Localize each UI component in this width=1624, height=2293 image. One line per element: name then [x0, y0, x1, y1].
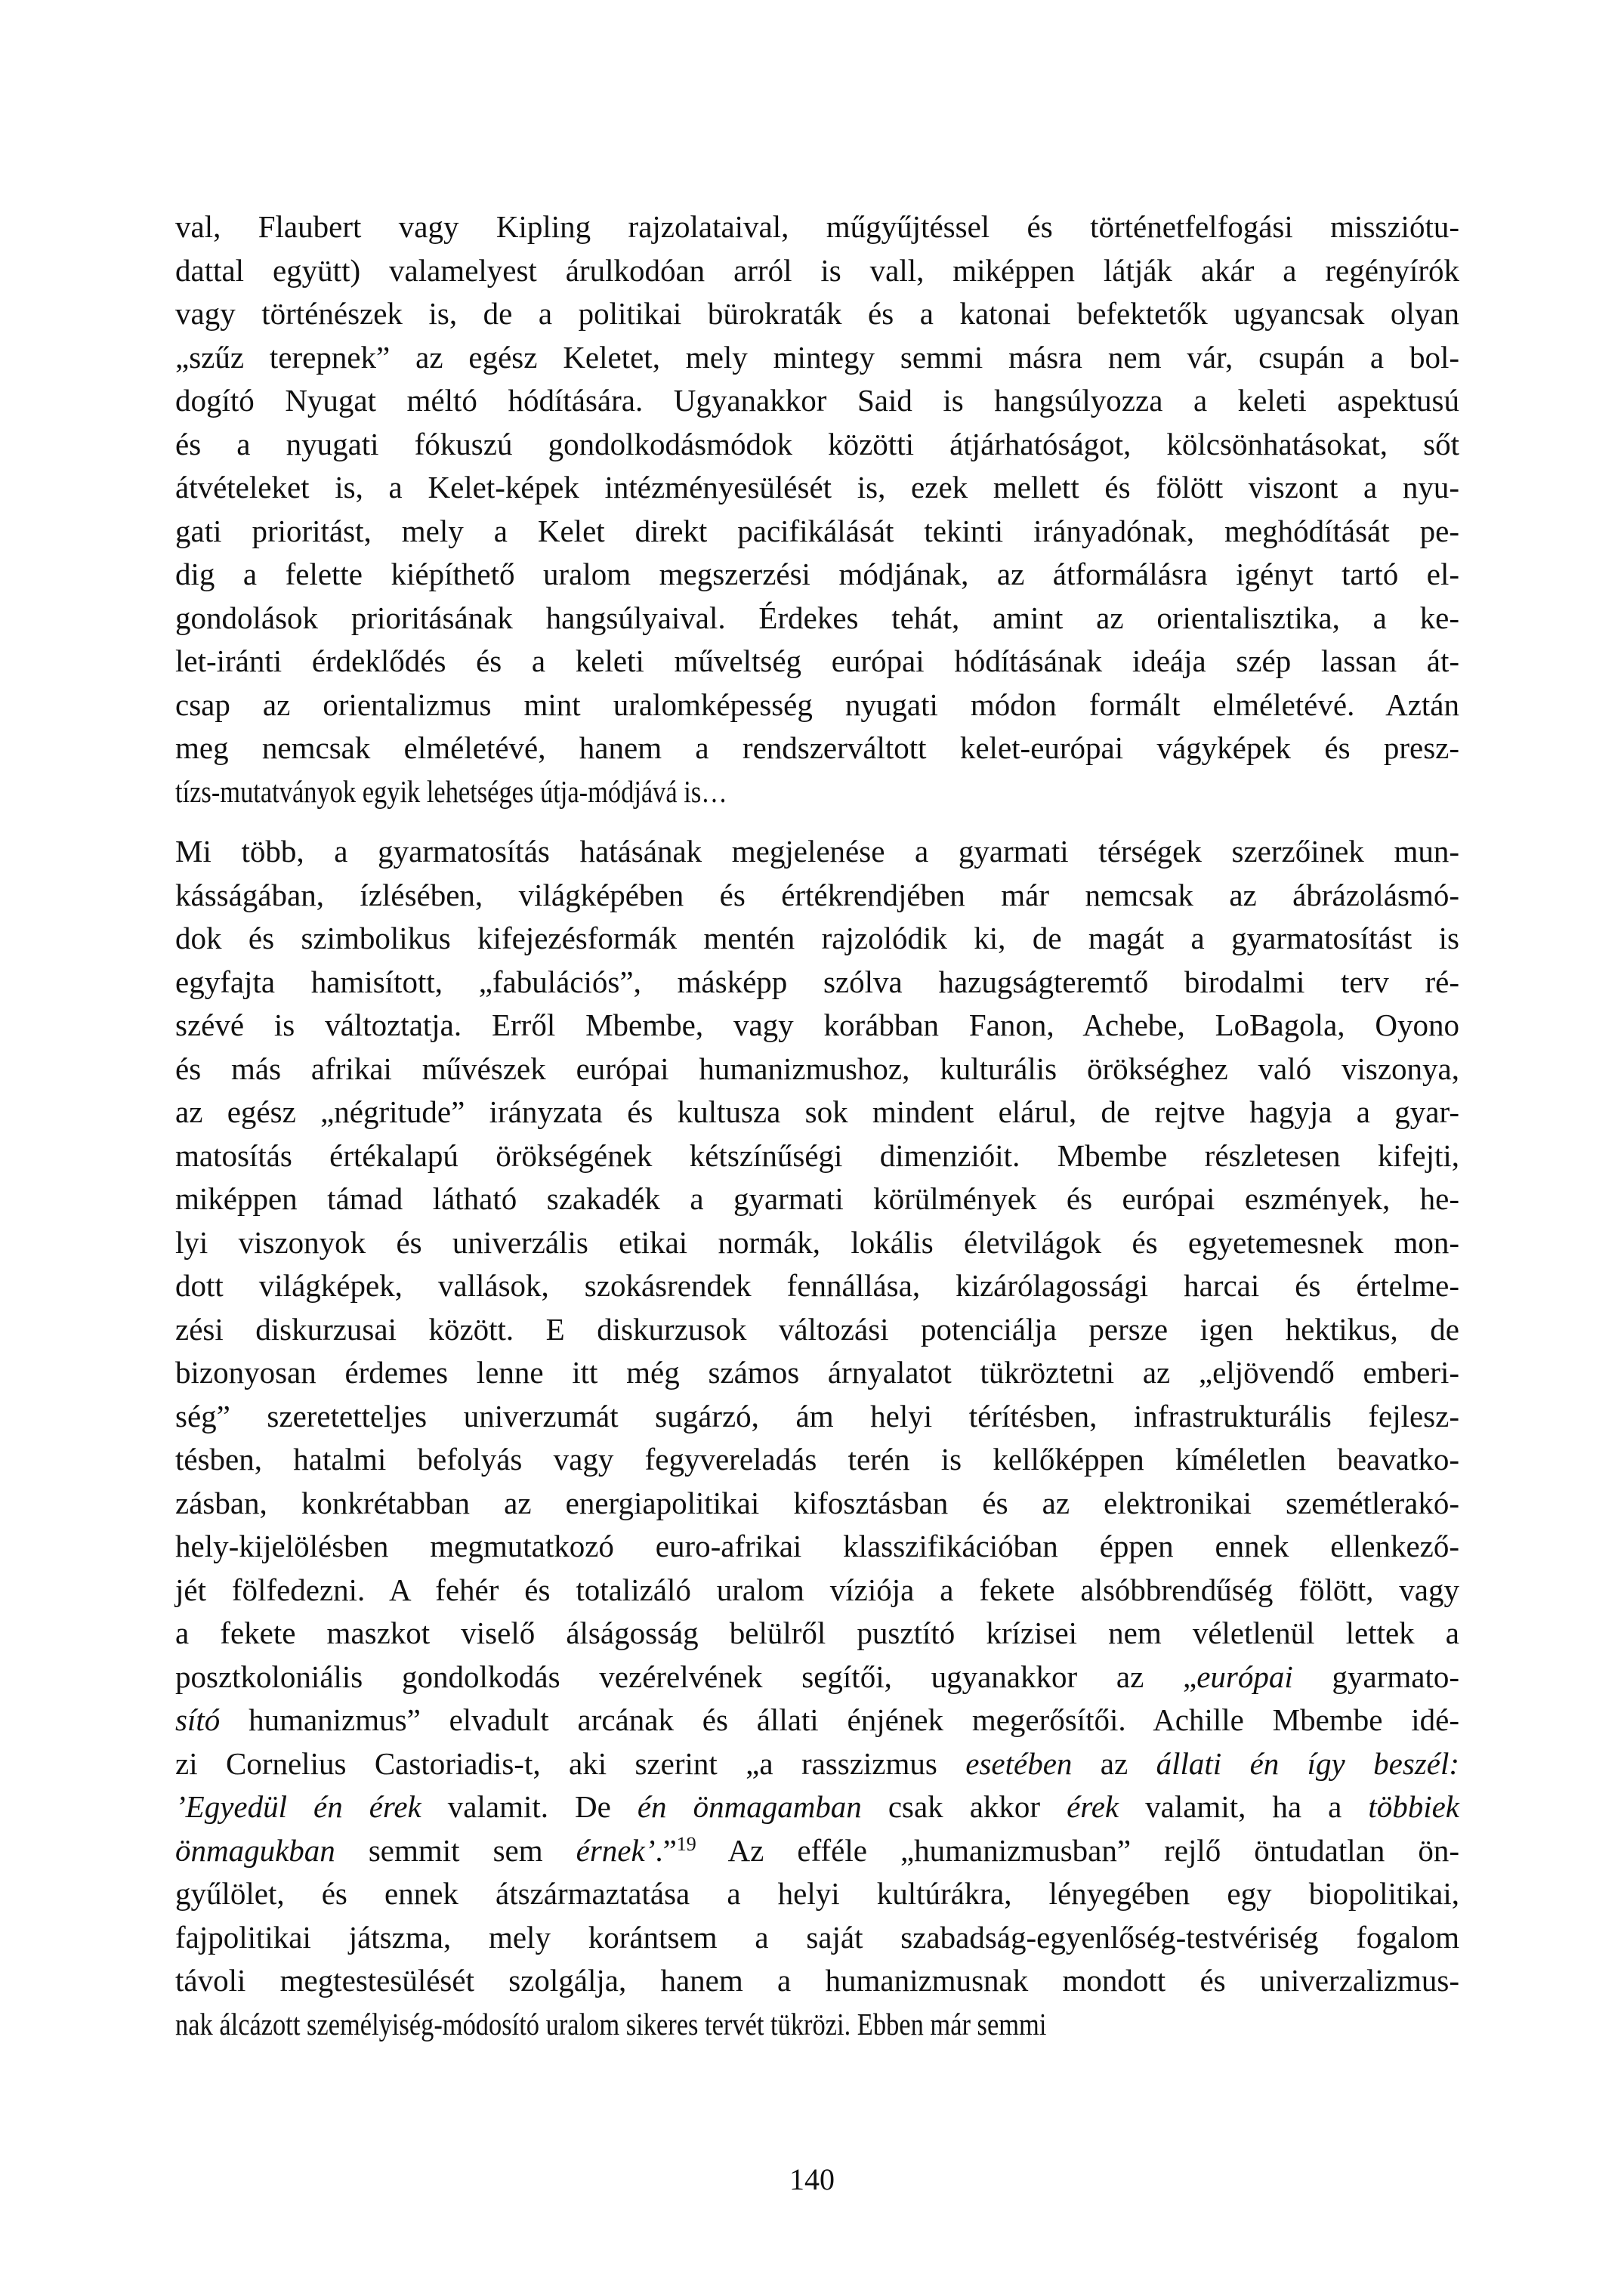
italic-text: érnek’: [576, 1832, 656, 1868]
italic-text: én önmagamban: [637, 1789, 862, 1824]
text-line: vagy történészek is, de a politikai bürokraták és a katonai befektetők ugyancsak olyan: [175, 296, 1459, 331]
paragraph-1: [175, 205, 1459, 813]
text-line: [175, 1742, 1459, 1786]
text-run: zi Cornelius Castoriadis-t, aki szerint „a rasszizmus: [175, 1745, 966, 1781]
text-line: átvételeket is, a Kelet-képek intézményesülését is, ezek mellett és fölött viszont a nyu-: [175, 470, 1459, 505]
text-line: matosítás értékalapú örökségének kétszínűségi dimenzióit. Mbembe részletesen kifejti,: [175, 1137, 1459, 1173]
text-run: csak akkor: [861, 1789, 1067, 1824]
text-line: gyűlölet, és ennek átszármaztatása a helyi kultúrákra, lényegében egy biopolitikai,: [175, 1876, 1459, 1911]
text-line: gati prioritást, mely a Kelet direkt pacifikálását tekinti irányadónak, meghódítását pe-: [175, 513, 1459, 548]
text-line: let-iránti érdeklődés és a keleti műveltség európai hódításának ideája szép lassan át-: [175, 643, 1459, 678]
italic-text: sító: [175, 1702, 221, 1737]
paragraph-2: [175, 830, 1459, 2046]
footnote-ref: 19: [676, 1832, 696, 1855]
text-line: dattal együtt) valamelyest árulkodóan arról is vall, miképpen látják akár a regényírók: [175, 252, 1459, 288]
page-number: 140: [789, 2162, 835, 2196]
text-run: .”: [655, 1832, 677, 1868]
text-line: és a nyugati fókuszú gondolkodásmódok közötti átjárhatóságot, kölcsönhatásokat, sőt: [175, 426, 1459, 461]
text-run: gyarmato-: [1292, 1659, 1459, 1694]
text-line: ség” szeretetteljes univerzumát sugárzó, ám helyi térítésben, infrastrukturális fejlesz-: [175, 1398, 1459, 1434]
text-line: nak álcázott személyiség-módosító uralom sikeres tervét tükrözi. Ebben már semmi: [175, 2006, 1047, 2041]
text-line: [175, 1785, 1459, 1829]
text-line: gondolások prioritásának hangsúlyaival. Érdekes tehát, amint az orientalisztika, a ke-: [175, 600, 1459, 635]
text-line: kásságában, ízlésében, világképében és értékrendjében már nemcsak az ábrázolásmó-: [175, 877, 1459, 912]
text-run: az: [1072, 1745, 1156, 1781]
text-line: „szűz terepnek” az egész Keletet, mely mintegy semmi másra nem vár, csupán a bol-: [175, 339, 1459, 375]
text-line: szévé is változtatja. Erről Mbembe, vagy korábban Fanon, Achebe, LoBagola, Oyono: [175, 1008, 1459, 1042]
italic-text: ’Egyedül én érek: [175, 1789, 421, 1824]
text-run: posztkoloniális gondolkodás vezérelvének segítői, ugyanakkor az „: [175, 1659, 1197, 1694]
text-line: dig a felette kiépíthető uralom megszerzési módjának, az átformálásra igényt tartó el-: [175, 557, 1459, 591]
text-line: meg nemcsak elméletévé, hanem a rendszerváltott kelet-európai vágyképek és presz-: [175, 730, 1459, 765]
text-line: fajpolitikai játszma, mely korántsem a saját szabadság-egyenlőség-testvériség fogalom: [175, 1919, 1459, 1955]
text-line: lyi viszonyok és univerzális etikai normák, lokális életvilágok és egyetemesnek mon-: [175, 1224, 1459, 1260]
text-line: [175, 1656, 1459, 1699]
text-line: bizonyosan érdemes lenne itt még számos árnyalatot tükröztetni az „eljövendő emberi-: [175, 1355, 1459, 1390]
text-run: Az efféle „humanizmusban” rejlő öntudatlan ön-: [696, 1832, 1459, 1868]
text-line: dott világképek, vallások, szokásrendek fennállása, kizárólagossági harcai és értelme-: [175, 1268, 1459, 1303]
text-line: jét fölfedezni. A fehér és totalizáló uralom víziója a fekete alsóbbrendűség fölött, vagy: [175, 1572, 1459, 1607]
text-line: dok és szimbolikus kifejezésformák mentén rajzolódik ki, de magát a gyarmatosítást is: [175, 921, 1459, 955]
text-line: egyfajta hamisított, „fabulációs”, másképp szólva hazugságteremtő birodalmi terv ré-: [175, 964, 1459, 999]
text-line: és más afrikai művészek európai humanizmushoz, kulturális örökséghez való viszonya,: [175, 1051, 1459, 1086]
text-line: [175, 1829, 1459, 1873]
text-run: humanizmus” elvadult arcának és állati énjének megerősítői. Achille Mbembe idé-: [220, 1702, 1459, 1737]
italic-text: állati én így beszél:: [1156, 1745, 1460, 1781]
text-line: csap az orientalizmus mint uralomképesség nyugati módon formált elméletévé. Aztán: [175, 687, 1459, 722]
text-run: valamit. De: [421, 1789, 638, 1824]
text-line: val, Flaubert vagy Kipling rajzolataival, műgyűjtéssel és történetfelfogási missziótu-: [175, 209, 1459, 244]
text-run: valamit, ha a: [1119, 1789, 1369, 1824]
text-line: a fekete maszkot viselő álságosság belülről pusztító krízisei nem véletlenül lettek a: [175, 1616, 1459, 1650]
text-line: távoli megtestesülését szolgálja, hanem a humanizmusnak mondott és univerzalizmus-: [175, 1963, 1459, 1998]
text-line: tésben, hatalmi befolyás vagy fegyvereladás terén is kellőképpen kíméletlen beavatko-: [175, 1442, 1459, 1477]
text-line: zési diskurzusai között. E diskurzusok változási potenciálja persze igen hektikus, de: [175, 1311, 1459, 1347]
text-line: [175, 1699, 1459, 1742]
text-line: miképpen támad látható szakadék a gyarmati körülmények és európai eszmények, he-: [175, 1181, 1459, 1216]
italic-text: többiek: [1368, 1789, 1460, 1824]
italic-text: esetében: [965, 1745, 1073, 1781]
text-line: hely-kijelölésben megmutatkozó euro-afrikai klasszifikációban éppen ennek ellenkező-: [175, 1529, 1459, 1563]
italic-text: önmagukban: [175, 1832, 335, 1868]
italic-text: európai: [1196, 1659, 1293, 1694]
text-line: dogító Nyugat méltó hódítására. Ugyanakkor Said is hangsúlyozza a keleti aspektusú: [175, 383, 1459, 418]
text-line: Mi több, a gyarmatosítás hatásának megjelenése a gyarmati térségek szerzőinek mun-: [175, 834, 1459, 869]
text-run: semmit sem: [335, 1832, 576, 1868]
text-line: tízs-mutatványok egyik lehetséges útja-módjává is…: [175, 773, 727, 809]
page-body: [175, 205, 1459, 2046]
text-line: az egész „négritude” irányzata és kultusza sok mindent elárul, de rejtve hagyja a gyar-: [175, 1094, 1459, 1129]
italic-text: érek: [1067, 1789, 1119, 1824]
text-line: zásban, konkrétabban az energiapolitikai kifosztásban és az elektronikai szemétlerakó-: [175, 1485, 1459, 1520]
